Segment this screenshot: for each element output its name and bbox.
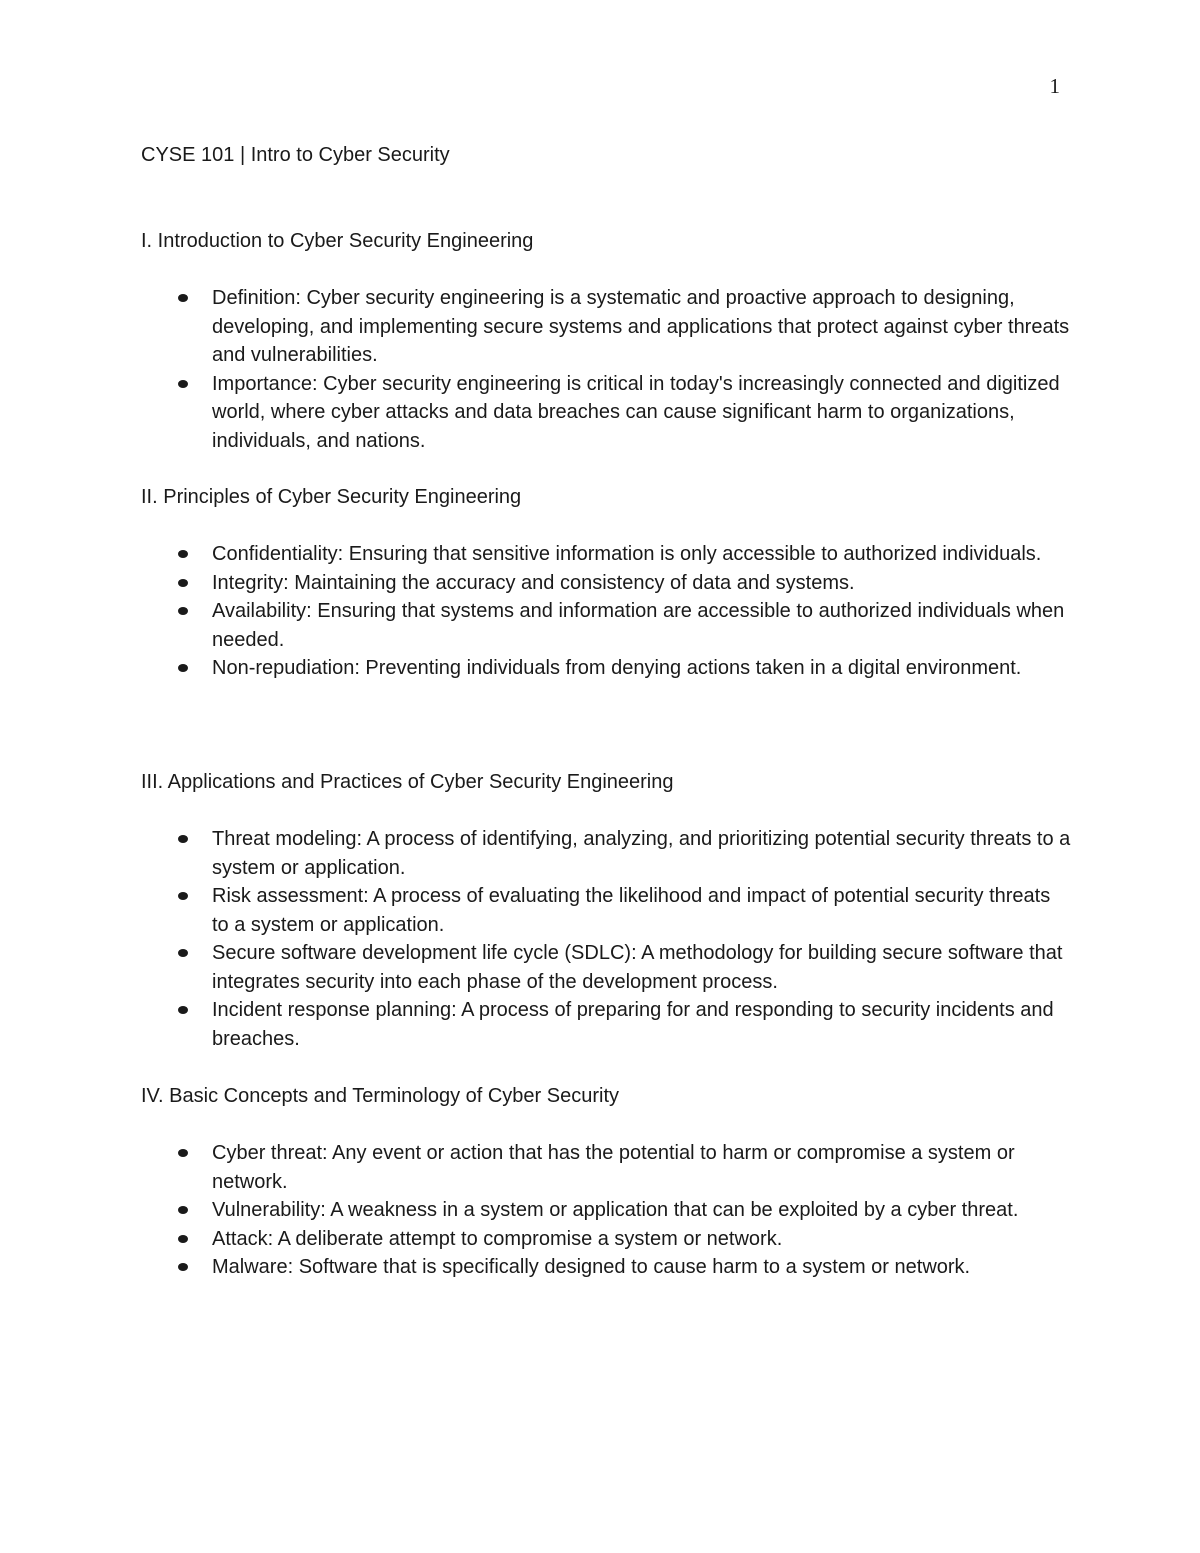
list-item-text: Non-repudiation: Preventing individuals from denying actions taken in a digital environment.	[212, 657, 1022, 679]
bullet-icon	[178, 380, 188, 388]
list-item	[141, 939, 1071, 996]
list-item	[141, 882, 1071, 939]
list-item-text: Risk assessment: A process of evaluating the likelihood and impact of potential security threats to a system or application.	[212, 885, 1051, 936]
list-item	[141, 1253, 1071, 1282]
bullet-icon	[178, 949, 188, 957]
list-item-text: Malware: Software that is specifically designed to cause harm to a system or network.	[212, 1256, 971, 1278]
list-item-text: Importance: Cyber security engineering is critical in today's increasingly connected and digitized world, where cyber attacks and data breaches can cause significant harm to organizations, individuals, and nations.	[212, 372, 1060, 452]
list-item-text: Attack: A deliberate attempt to compromise a system or network.	[212, 1227, 783, 1250]
list-item-text: Incident response planning: A process of preparing for and responding to security incidents and breaches.	[212, 999, 1054, 1050]
list-item	[141, 597, 1071, 654]
list-item-text: Confidentiality: Ensuring that sensitive information is only accessible to authorized individuals.	[212, 543, 1042, 565]
list-item-text: Secure software development life cycle (SDLC): A methodology for building secure software that integrates security into each phase of the development process.	[212, 942, 1063, 993]
list-item	[141, 825, 1071, 882]
bullet-icon	[178, 1235, 188, 1243]
bullet-icon	[178, 892, 188, 900]
section-applications	[141, 768, 1071, 1053]
list-item	[141, 370, 1071, 456]
bullet-list	[141, 825, 1071, 1053]
section-heading: IV. Basic Concepts and Terminology of Cyber Security	[141, 1085, 620, 1107]
list-item	[141, 1196, 1071, 1225]
list-item-text: Vulnerability: A weakness in a system or application that can be exploited by a cyber threat.	[212, 1199, 1019, 1221]
document-title: CYSE 101 | Intro to Cyber Security	[141, 144, 450, 166]
section-introduction	[141, 227, 1071, 455]
section-heading: III. Applications and Practices of Cyber Security Engineering	[141, 771, 674, 793]
bullet-icon	[178, 664, 188, 672]
bullet-list	[141, 284, 1071, 455]
section-basic-concepts	[141, 1082, 1071, 1282]
list-item-text: Availability: Ensuring that systems and information are accessible to authorized individuals when needed.	[212, 600, 1065, 651]
bullet-icon	[178, 1263, 188, 1271]
bullet-icon	[178, 550, 188, 558]
bullet-icon	[178, 1006, 188, 1014]
bullet-list	[141, 540, 1071, 683]
section-heading: II. Principles of Cyber Security Engineering	[141, 486, 522, 508]
bullet-icon	[178, 1206, 188, 1214]
list-item	[141, 996, 1071, 1053]
list-item-text: Integrity: Maintaining the accuracy and consistency of data and systems.	[212, 571, 855, 594]
bullet-icon	[178, 579, 188, 587]
list-item	[141, 540, 1071, 569]
list-item	[141, 654, 1071, 683]
bullet-icon	[178, 607, 188, 615]
list-item-text: Cyber threat: Any event or action that has the potential to harm or compromise a system or network.	[212, 1142, 1015, 1193]
list-item	[141, 569, 1071, 598]
page-number: 1	[1049, 74, 1060, 98]
bullet-list	[141, 1139, 1071, 1282]
list-item	[141, 1225, 1071, 1254]
bullet-icon	[178, 835, 188, 843]
bullet-icon	[178, 294, 188, 302]
list-item	[141, 284, 1071, 370]
section-principles	[141, 483, 1071, 683]
list-item-text: Definition: Cyber security engineering is a systematic and proactive approach to designing, developing, and implementing secure systems and applications that protect against cyber threats and vulnerabilities.	[212, 287, 1070, 366]
list-item	[141, 1139, 1071, 1196]
section-heading: I. Introduction to Cyber Security Engineering	[141, 230, 534, 252]
list-item-text: Threat modeling: A process of identifying, analyzing, and prioritizing potential security threats to a system or application.	[212, 828, 1071, 879]
bullet-icon	[178, 1149, 188, 1157]
